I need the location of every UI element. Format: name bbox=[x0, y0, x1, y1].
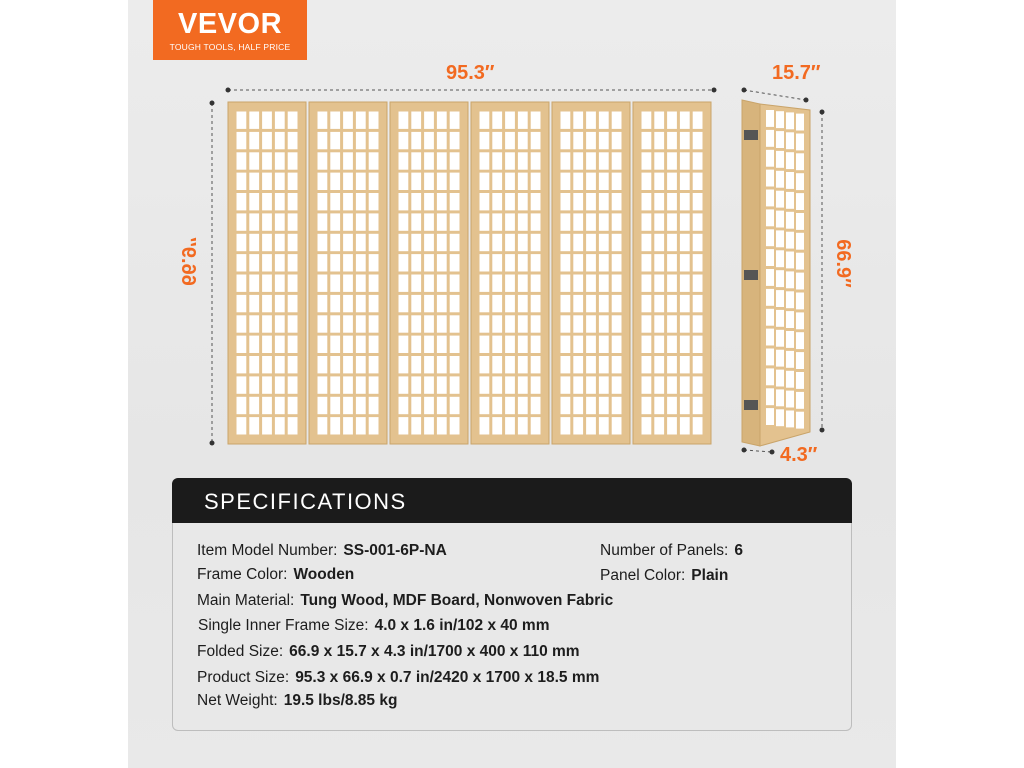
spec-row: Product Size: 95.3 x 66.9 x 0.7 in/2420 x 1700 x 18.5 mm bbox=[197, 669, 600, 686]
screen-panel bbox=[309, 102, 387, 444]
screen-panel bbox=[471, 102, 549, 444]
spec-row: Main Material: Tung Wood, MDF Board, Nonwoven Fabric bbox=[197, 592, 614, 609]
folded-depth-dimension: 15.7″ bbox=[772, 62, 821, 84]
spec-row: Panel Color: Plain bbox=[600, 567, 729, 584]
width-dimension: 95.3″ bbox=[446, 62, 495, 84]
specifications-title: SPECIFICATIONS bbox=[204, 489, 407, 514]
brand-tagline: TOUGH TOOLS, HALF PRICE bbox=[169, 42, 291, 52]
folded-screen bbox=[742, 100, 810, 446]
spec-row: Item Model Number: SS-001-6P-NA bbox=[197, 542, 447, 559]
screen-panel bbox=[228, 102, 306, 444]
spec-row: Net Weight: 19.5 lbs/8.85 kg bbox=[197, 692, 398, 709]
screen-panels bbox=[228, 102, 711, 444]
spec-row: Folded Size: 66.9 x 15.7 x 4.3 in/1700 x 400 x 110 mm bbox=[197, 643, 580, 660]
folded-thickness-dimension: 4.3″ bbox=[780, 444, 818, 466]
spec-row: Frame Color: Wooden bbox=[197, 566, 355, 583]
spec-row: Number of Panels: 6 bbox=[600, 542, 743, 559]
screen-panel bbox=[390, 102, 468, 444]
spec-row: Single Inner Frame Size: 4.0 x 1.6 in/102 x 40 mm bbox=[198, 617, 550, 634]
screen-panel bbox=[633, 102, 711, 444]
height-dimension-left: 66.9″ bbox=[176, 237, 199, 286]
specifications-header bbox=[172, 478, 852, 523]
brand-name: VEVOR bbox=[177, 8, 283, 40]
height-dimension-right: 66.9″ bbox=[831, 239, 854, 288]
screen-panel bbox=[552, 102, 630, 444]
